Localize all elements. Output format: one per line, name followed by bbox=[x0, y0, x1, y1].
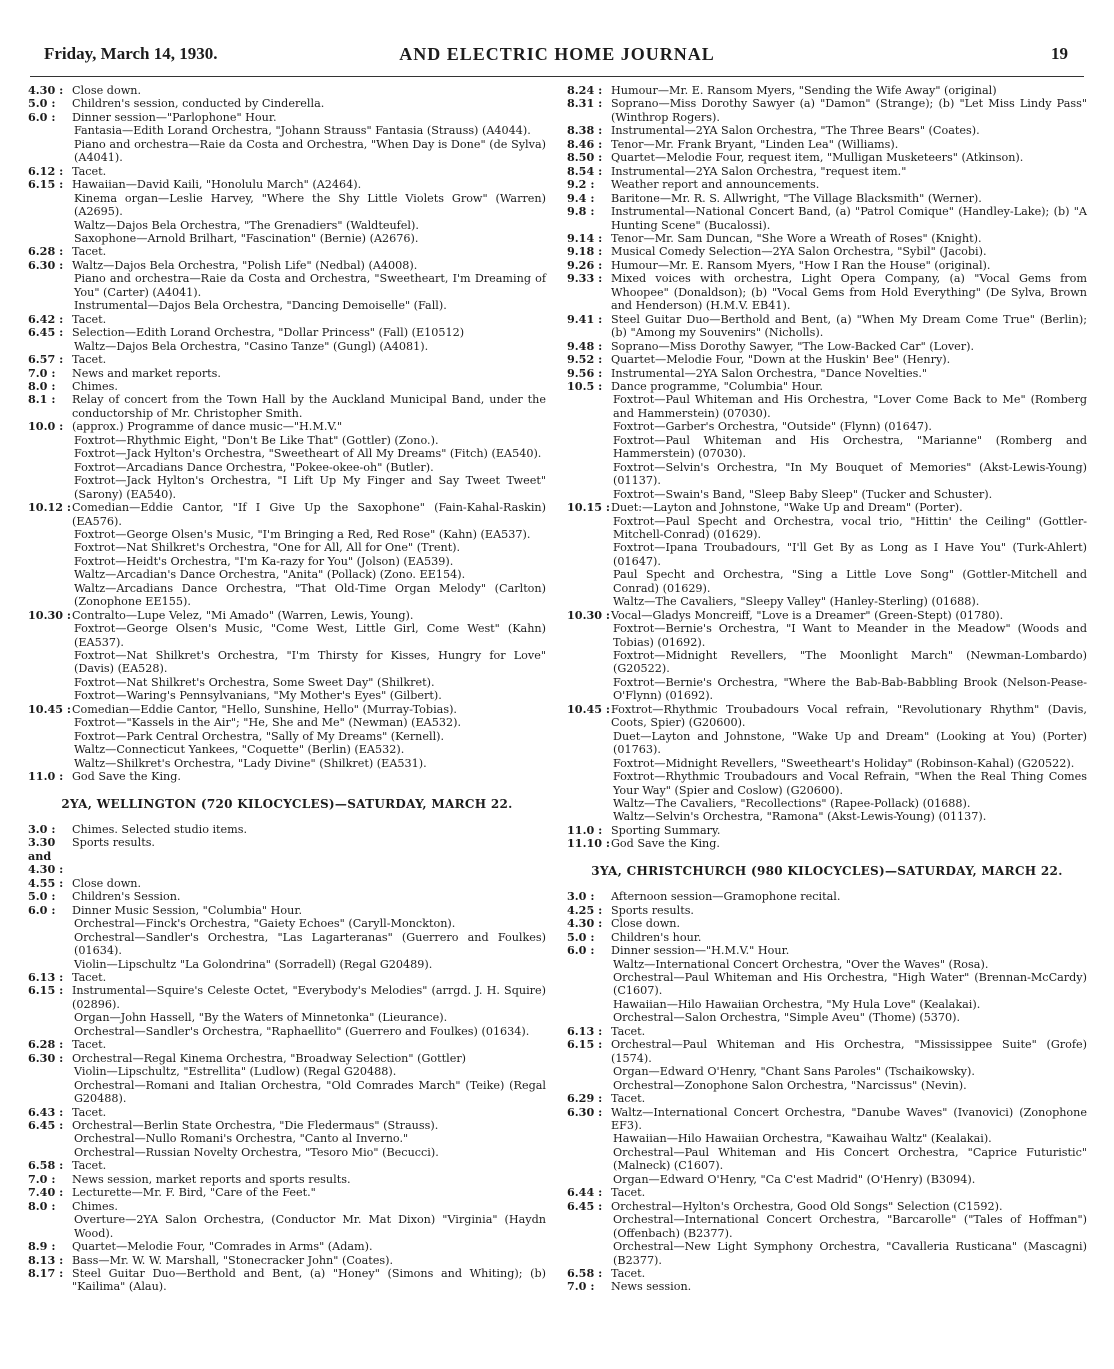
entry-time: 6.13 : bbox=[28, 970, 64, 984]
entry-text: Tacet. bbox=[611, 1024, 646, 1038]
programme-entry bbox=[28, 877, 546, 890]
programme-entry bbox=[567, 380, 1087, 393]
programme-entry bbox=[28, 1052, 546, 1065]
header-title: AND ELECTRIC HOME JOURNAL bbox=[399, 44, 715, 64]
entry-text: Orchestral—Regal Kinema Orchestra, "Broadway Selection" (Gottler) bbox=[72, 1051, 467, 1065]
entry-text: Tacet. bbox=[611, 1092, 646, 1106]
entry-text: Close down. bbox=[72, 876, 142, 890]
programme-subitem: Overture—2YA Salon Orchestra, (Conductor Mr. Mat Dixon) "Virginia" (Haydn Wood). bbox=[74, 1213, 546, 1240]
programme-entry bbox=[567, 340, 1087, 353]
entry-text: Children's session, conducted by Cinderella. bbox=[72, 97, 325, 111]
programme-subitem: Saxophone—Arnold Brilhart, "Fascination" (Bernie) (A2676). bbox=[74, 231, 419, 245]
programme-subitem: Foxtrot—"Kassels in the Air"; "He, She and Me" (Newman) (EA532). bbox=[74, 716, 461, 730]
entry-text: Sports results. bbox=[72, 836, 155, 850]
entry-text: Baritone—Mr. R. S. Allwright, "The Village Blacksmith" (Werner). bbox=[611, 191, 982, 205]
entry-time: 9.14 : bbox=[567, 230, 603, 245]
programme-subitem: Waltz—The Cavaliers, "Recollections" (Rapee-Pollack) (01688). bbox=[613, 797, 971, 811]
programme-entry bbox=[567, 178, 1087, 191]
programme-entry bbox=[567, 84, 1087, 97]
programme-entry bbox=[28, 703, 546, 716]
entry-text: Mixed voices with orchestra, Light Opera Company, (a) "Vocal Gems from Whoopee" (Donaldson); (b) "Vocal Gems from Hold Everything" (De Sylva, Brown and Henderson) (H.M.V. EB41). bbox=[611, 272, 1087, 313]
programme-entry bbox=[28, 971, 546, 984]
entry-text: Tacet. bbox=[72, 1038, 107, 1052]
entry-text: Humour—Mr. E. Ransom Myers, "How I Ran the House" (original). bbox=[611, 258, 991, 272]
entry-time: 11.0 : bbox=[28, 769, 64, 784]
programme-subitem: Foxtrot—Bernie's Orchestra, "I Want to Meander in the Meadow" (Woods and Tobias) (01692). bbox=[613, 622, 1087, 649]
right-column bbox=[567, 84, 1087, 1294]
entry-time: 6.58 : bbox=[567, 1265, 603, 1280]
entry-text: Vocal—Gladys Moncreiff, "Love is a Dreamer" (Green-Stept) (01780). bbox=[611, 608, 1004, 622]
programme-entry bbox=[28, 245, 546, 258]
programme-subitem: Foxtrot—Jack Hylton's Orchestra, "I Lift Up My Finger and Say Tweet Tweet" (Sarony) (EA540). bbox=[74, 474, 546, 501]
programme-subitem: Orchestral—Sandler's Orchestra, "Raphaellito" (Guerrero and Foulkes) (01634). bbox=[74, 1024, 530, 1038]
entry-text: News session. bbox=[611, 1280, 692, 1294]
programme-entry bbox=[567, 931, 1087, 944]
programme-entry bbox=[567, 837, 1087, 850]
programme-entry bbox=[567, 1267, 1087, 1280]
programme-subitem: Organ—John Hassell, "By the Waters of Minnetonka" (Lieurance). bbox=[74, 1011, 448, 1025]
entry-text: Orchestral—Hylton's Orchestra, Good Old Songs" Selection (C1592). bbox=[611, 1199, 1003, 1213]
entry-time: 6.45 : bbox=[28, 325, 64, 340]
entry-text: Weather report and announcements. bbox=[611, 178, 820, 192]
entry-text: Waltz—International Concert Orchestra, "Danube Waves" (Ivanovici) (Zonophone EF3). bbox=[611, 1105, 1087, 1132]
entry-text: Foxtrot—Rhythmic Troubadours Vocal refrain, "Revolutionary Rhythm" (Davis, Coots, Spier) (G20600). bbox=[611, 702, 1087, 730]
station-heading: 2YA, WELLINGTON (720 KILOCYCLES)—SATURDAY, MARCH 22. bbox=[61, 796, 513, 811]
entry-time: 8.50 : bbox=[567, 150, 603, 165]
entry-text: Close down. bbox=[611, 917, 681, 931]
entry-time: 10.30 : bbox=[28, 607, 72, 622]
entry-time: 6.15 : bbox=[28, 177, 64, 192]
programme-entry bbox=[28, 393, 546, 420]
entry-text: Tacet. bbox=[72, 245, 107, 259]
entry-text: Lecturette—Mr. F. Bird, "Care of the Feet." bbox=[72, 1186, 316, 1200]
programme-entry bbox=[567, 917, 1087, 930]
programme-subitem: Orchestral—Salon Orchestra, "Simple Aveu" (Thome) (5370). bbox=[613, 1011, 961, 1025]
programme-entry bbox=[567, 501, 1087, 514]
entry-time: 6.13 : bbox=[567, 1023, 603, 1038]
programme-entry bbox=[28, 1200, 546, 1213]
programme-entry bbox=[28, 259, 546, 272]
entry-time: 8.38 : bbox=[567, 123, 603, 138]
programme-entry bbox=[28, 111, 546, 124]
entry-text: Tenor—Mr. Frank Bryant, "Linden Lea" (Williams). bbox=[611, 137, 899, 151]
entry-text: Orchestral—Paul Whiteman and His Orchestra, "Mississippee Suite" (Grofe) (1574). bbox=[611, 1038, 1087, 1065]
entry-time: 6.28 : bbox=[28, 1037, 64, 1052]
entry-text: Hawaiian—David Kaili, "Honolulu March" (A2464). bbox=[72, 178, 362, 192]
programme-entry bbox=[567, 272, 1087, 312]
programme-entry bbox=[567, 138, 1087, 151]
entry-text: Close down. bbox=[72, 84, 142, 97]
programme-subitem: Foxtrot—Park Central Orchestra, "Sally of My Dreams" (Kernell). bbox=[74, 729, 445, 743]
programme-subitem: Foxtrot—Paul Whiteman and His Orchestra, "Marianne" (Romberg and Hammerstein) (07030). bbox=[613, 433, 1087, 461]
programme-entry bbox=[567, 232, 1087, 245]
programme-entry bbox=[567, 353, 1087, 366]
entry-time: 9.33 : bbox=[567, 271, 603, 286]
entry-time: 11.10 : bbox=[567, 836, 611, 851]
entry-text: Chimes. Selected studio items. bbox=[72, 823, 248, 837]
programme-subitem: Kinema organ—Leslie Harvey, "Where the Shy Little Violets Grow" (Warren) (A2695). bbox=[74, 191, 546, 219]
entry-time: 5.0 : bbox=[28, 96, 56, 111]
entry-time: 9.41 : bbox=[567, 311, 603, 326]
programme-subitem: Waltz—Shilkret's Orchestra, "Lady Divine" (Shilkret) (EA531). bbox=[74, 756, 427, 770]
programme-entry bbox=[28, 1106, 546, 1119]
entry-text: Tacet. bbox=[72, 312, 107, 326]
programme-entry bbox=[567, 192, 1087, 205]
programme-entry bbox=[28, 609, 546, 622]
programme-entry bbox=[28, 380, 546, 393]
entry-time: 5.0 : bbox=[28, 889, 56, 904]
entry-time: 7.0 : bbox=[28, 1171, 56, 1186]
header-date: Friday, March 14, 1930. bbox=[44, 44, 218, 63]
entry-time: 9.8 : bbox=[567, 204, 595, 219]
programme-subitem: Foxtrot—Nat Shilkret's Orchestra, "I'm Thirsty for Kisses, Hungry for Love" (Davis) (EA528). bbox=[74, 649, 546, 676]
programme-subitem: Instrumental—Dajos Bela Orchestra, "Dancing Demoiselle" (Fall). bbox=[74, 299, 447, 313]
programme-entry bbox=[28, 1038, 546, 1051]
entry-time: 9.48 : bbox=[567, 338, 603, 353]
entry-time: 10.15 : bbox=[567, 500, 611, 515]
programme-subitem: Foxtrot—George Olsen's Music, "I'm Bringing a Red, Red Rose" (Kahn) (EA537). bbox=[74, 527, 531, 541]
entry-text: Orchestral—Berlin State Orchestra, "Die Fledermaus" (Strauss). bbox=[72, 1118, 439, 1132]
programme-entry bbox=[567, 1038, 1087, 1065]
entry-text: Tenor—Mr. Sam Duncan, "She Wore a Wreath of Roses" (Knight). bbox=[611, 231, 982, 245]
entry-time: 4.25 : bbox=[567, 902, 603, 917]
programme-subitem: Violin—Lipschultz "La Golondrina" (Sorradell) (Regal G20489). bbox=[74, 957, 433, 971]
programme-entry bbox=[28, 890, 546, 903]
entry-text: Soprano—Miss Dorothy Sawyer (a) "Damon" (Strange); (b) "Let Miss Lindy Pass" (Winthrop Rogers). bbox=[611, 97, 1087, 124]
entry-text: Steel Guitar Duo—Berthold and Bent, (a) "When My Dream Come True" (Berlin); (b) "Among my Souvenirs" (Nicholls). bbox=[611, 312, 1087, 340]
programme-subitem: Foxtrot—Midnight Revellers, "Sweetheart's Holiday" (Robinson-Kahal) (G20522). bbox=[613, 756, 1075, 770]
entry-text: Chimes. bbox=[72, 379, 118, 393]
entry-text: Dinner Music Session, "Columbia" Hour. bbox=[72, 903, 302, 917]
entry-time: 5.0 : bbox=[567, 929, 595, 944]
entry-text: Duet:—Layton and Johnstone, "Wake Up and Dream" (Porter). bbox=[611, 501, 963, 515]
entry-text: (approx.) Programme of dance music—"H.M.V." bbox=[72, 420, 343, 434]
programme-subitem: Waltz—Arcadian's Dance Orchestra, "Anita" (Pollack) (Zono. EE154). bbox=[74, 568, 466, 582]
programme-subitem: Foxtrot—Swain's Band, "Sleep Baby Sleep" (Tucker and Schuster). bbox=[613, 487, 993, 501]
programme-entry bbox=[28, 1254, 546, 1267]
programme-subitem: Organ—Edward O'Henry, "Ca C'est Madrid" (O'Henry) (B3094). bbox=[613, 1172, 976, 1186]
programme-entry bbox=[567, 245, 1087, 258]
page-number: 19 bbox=[1051, 44, 1068, 63]
entry-time: 6.30 : bbox=[28, 1050, 64, 1065]
programme-entry bbox=[28, 1267, 546, 1294]
entry-time: 6.43 : bbox=[28, 1104, 64, 1119]
entry-text: Contralto—Lupe Velez, "Mi Amado" (Warren, Lewis, Young). bbox=[72, 608, 414, 622]
programme-subitem: Waltz—The Cavaliers, "Sleepy Valley" (Hanley-Sterling) (01688). bbox=[613, 595, 980, 609]
programme-subitem: Duet—Layton and Johnstone, "Wake Up and Dream" (Looking at You) (Porter) (01763). bbox=[613, 729, 1087, 757]
entry-text: Selection—Edith Lorand Orchestra, "Dollar Princess" (Fall) (E10512) bbox=[72, 326, 465, 340]
header-rule bbox=[30, 76, 1084, 77]
entry-time: 7.40 : bbox=[28, 1185, 64, 1200]
station-heading: 3YA, CHRISTCHURCH (980 KILOCYCLES)—SATURDAY, MARCH 22. bbox=[591, 863, 1063, 878]
entry-time: 6.42 : bbox=[28, 311, 64, 326]
programme-entry bbox=[567, 1200, 1087, 1213]
entry-time: 8.24 : bbox=[567, 83, 603, 97]
entry-time: 9.26 : bbox=[567, 257, 603, 272]
entry-text: Instrumental—2YA Salon Orchestra, "Dance Novelties." bbox=[611, 366, 928, 380]
entry-text: Children's Session. bbox=[72, 890, 181, 904]
programme-entry bbox=[567, 205, 1087, 232]
entry-text: Waltz—Dajos Bela Orchestra, "Polish Life" (Nedbal) (A4008). bbox=[72, 258, 418, 272]
entry-time: 8.0 : bbox=[28, 378, 56, 393]
entry-text: Tacet. bbox=[611, 1266, 646, 1280]
programme-subitem: Orchestral—Sandler's Orchestra, "Las Lagarteranas" (Guerrero and Foulkes) (01634). bbox=[74, 930, 546, 958]
programme-entry bbox=[567, 313, 1087, 340]
entry-time: 6.15 : bbox=[567, 1037, 603, 1052]
entry-text: News session, market reports and sports results. bbox=[72, 1172, 351, 1186]
entry-text: Quartet—Melodie Four, "Down at the Huskin' Bee" (Henry). bbox=[611, 353, 951, 367]
programme-subitem: Foxtrot—Bernie's Orchestra, "Where the Bab-Bab-Babbling Brook (Nelson-Pease-O'Flynn) (01692). bbox=[613, 675, 1087, 703]
entry-text: Bass—Mr. W. W. Marshall, "Stonecracker John" (Coates). bbox=[72, 1253, 394, 1267]
entry-time: 3.0 : bbox=[28, 822, 56, 837]
entry-time: 7.0 : bbox=[567, 1279, 595, 1294]
programme-subitem: Foxtrot—Garber's Orchestra, "Outside" (Flynn) (01647). bbox=[613, 420, 932, 434]
entry-time: 7.0 : bbox=[28, 365, 56, 380]
entry-text: Relay of concert from the Town Hall by the Auckland Municipal Band, under the conductorship of Mr. Christopher Smith. bbox=[72, 393, 546, 420]
left-column bbox=[28, 84, 546, 1294]
entry-time: 8.54 : bbox=[567, 163, 603, 178]
entry-time: 9.4 : bbox=[567, 190, 595, 205]
entry-text: Steel Guitar Duo—Berthold and Bent, (a) "Honey" (Simons and Whiting); (b) "Kailima" (Alau). bbox=[72, 1266, 546, 1294]
entry-time: 4.30 : bbox=[567, 916, 603, 931]
entry-text: Children's hour. bbox=[611, 930, 702, 944]
programme-entry bbox=[28, 1186, 546, 1199]
programme-entry bbox=[567, 609, 1087, 622]
programme-entry bbox=[28, 984, 546, 1011]
programme-subitem: Foxtrot—Paul Specht and Orchestra, vocal trio, "Hittin' the Ceiling" (Gottler-Mitchell-Conrad) (01629). bbox=[613, 514, 1087, 541]
programme-subitem: Piano and orchestra—Raie da Costa and Orchestra, "Sweetheart, I'm Dreaming of You" (Carter) (A4041). bbox=[74, 272, 546, 299]
programme-subitem: Orchestral—International Concert Orchestra, "Barcarolle" ("Tales of Hoffman") (Offenbach) (B2377). bbox=[613, 1213, 1087, 1240]
entry-time: 6.58 : bbox=[28, 1158, 64, 1173]
entry-text: Dinner session—"Parlophone" Hour. bbox=[72, 110, 277, 124]
programme-entry bbox=[28, 420, 546, 433]
entry-time: 6.45 : bbox=[567, 1198, 603, 1213]
programme-entry bbox=[28, 178, 546, 191]
programme-subitem: Waltz—Dajos Bela Orchestra, "The Grenadiers" (Waldteufel). bbox=[74, 218, 419, 232]
entry-time: 6.45 : bbox=[28, 1117, 64, 1132]
programme-subitem: Foxtrot—Heidt's Orchestra, "I'm Ka-razy for You" (Jolson) (EA539). bbox=[74, 554, 454, 568]
programme-entry bbox=[28, 165, 546, 178]
entry-text: Musical Comedy Selection—2YA Salon Orchestra, "Sybil" (Jacobi). bbox=[611, 245, 987, 259]
entry-text: Instrumental—National Concert Band, (a) "Patrol Comique" (Handley-Lake); (b) "A Hunting Scene" (Bucalossi). bbox=[611, 205, 1087, 232]
programme-subitem: Violin—Lipschultz, "Estrellita" (Ludlow) (Regal G20488). bbox=[74, 1065, 397, 1079]
entry-time: 6.30 : bbox=[28, 257, 64, 272]
programme-subitem: Foxtrot—Jack Hylton's Orchestra, "Sweetheart of All My Dreams" (Fitch) (EA540). bbox=[74, 447, 542, 461]
programme-subitem: Orchestral—Paul Whiteman and His Concert Orchestra, "Caprice Futuristic" (Malneck) (C1607). bbox=[613, 1145, 1087, 1173]
entry-text: News and market reports. bbox=[72, 366, 221, 380]
programme-subitem: Orchestral—Zonophone Salon Orchestra, "Narcissus" (Nevin). bbox=[613, 1078, 967, 1092]
entry-time: 10.0 : bbox=[28, 419, 64, 434]
entry-time: 6.29 : bbox=[567, 1091, 603, 1106]
entry-time: 10.45 : bbox=[28, 701, 72, 716]
entry-text: Tacet. bbox=[72, 971, 107, 984]
programme-entry bbox=[567, 367, 1087, 380]
entry-time: 9.56 : bbox=[567, 365, 603, 380]
entry-time: 6.15 : bbox=[28, 983, 64, 998]
programme-entry bbox=[567, 259, 1087, 272]
programme-subitem: Waltz—Connecticut Yankees, "Coquette" (Berlin) (EA532). bbox=[74, 743, 405, 757]
programme-subitem: Orchestral—New Light Symphony Orchestra, "Cavalleria Rusticana" (Mascagni) (B2377). bbox=[613, 1240, 1087, 1267]
entry-text: Quartet—Melodie Four, request item, "Mulligan Musketeers" (Atkinson). bbox=[611, 151, 1024, 165]
entry-text: Humour—Mr. E. Ransom Myers, "Sending the Wife Away" (original) bbox=[611, 84, 997, 97]
programme-subitem: Foxtrot—Nat Shilkret's Orchestra, "One for All, All for One" (Trent). bbox=[74, 541, 461, 555]
entry-text: Sporting Summary. bbox=[611, 823, 721, 837]
programme-entry bbox=[28, 770, 546, 783]
entry-text: Comedian—Eddie Cantor, "Hello, Sunshine, Hello" (Murray-Tobias). bbox=[72, 702, 457, 716]
entry-time: 8.46 : bbox=[567, 136, 603, 151]
programme-subitem: Hawaiian—Hilo Hawaiian Orchestra, "Kawaihau Waltz" (Kealakai). bbox=[613, 1132, 992, 1146]
entry-time: 6.30 : bbox=[567, 1104, 603, 1119]
entry-text: God Save the King. bbox=[72, 770, 181, 784]
entry-time: 8.0 : bbox=[28, 1198, 56, 1213]
programme-subitem: Waltz—Arcadians Dance Orchestra, "That Old-Time Organ Melody" (Carlton) (Zonophone EE155). bbox=[74, 581, 546, 609]
programme-entry bbox=[28, 97, 546, 110]
entry-text: Instrumental—2YA Salon Orchestra, "request item." bbox=[611, 164, 907, 178]
programme-subitem: Foxtrot—Rhythmic Troubadours and Vocal Refrain, "When the Real Thing Comes Your Way" (Spier and Coslow) (G20600). bbox=[613, 770, 1087, 797]
programme-entry bbox=[28, 1119, 546, 1132]
programme-entry bbox=[567, 1280, 1087, 1293]
entry-time: 6.28 : bbox=[28, 244, 64, 259]
programme-entry bbox=[28, 353, 546, 366]
programme-subitem: Organ—Edward O'Henry, "Chant Sans Paroles" (Tschaikowsky). bbox=[613, 1065, 975, 1079]
programme-subitem: Orchestral—Russian Novelty Orchestra, "Tesoro Mio" (Becucci). bbox=[74, 1145, 439, 1159]
programme-entry bbox=[567, 703, 1087, 730]
entry-time: 6.0 : bbox=[567, 943, 595, 958]
programme-entry bbox=[567, 944, 1087, 957]
programme-subitem: Orchestral—Romani and Italian Orchestra, "Old Comrades March" (Teike) (Regal G20488). bbox=[74, 1078, 546, 1106]
entry-time: 6.57 : bbox=[28, 352, 64, 367]
programme-subitem: Foxtrot—Midnight Revellers, "The Moonlight March" (Newman-Lombardo) (G20522). bbox=[613, 649, 1087, 676]
programme-entry bbox=[567, 165, 1087, 178]
programme-subitem: Hawaiian—Hilo Hawaiian Orchestra, "My Hula Love" (Kealakai). bbox=[613, 997, 981, 1011]
entry-text: Tacet. bbox=[72, 1159, 107, 1173]
entry-time: 8.17 : bbox=[28, 1265, 64, 1280]
entry-time: 4.55 : bbox=[28, 875, 64, 890]
entry-time: 10.12 : bbox=[28, 500, 72, 515]
programme-subitem: Foxtrot—Ipana Troubadours, "I'll Get By as Long as I Have You" (Turk-Ahlert) (01647). bbox=[613, 541, 1087, 568]
programme-entry bbox=[28, 1173, 546, 1186]
programme-entry bbox=[28, 84, 546, 97]
programme-subitem: Foxtrot—Selvin's Orchestra, "In My Bouquet of Memories" (Akst-Lewis-Young) (01137). bbox=[613, 460, 1087, 488]
programme-entry bbox=[567, 1092, 1087, 1105]
programme-entry bbox=[28, 313, 546, 326]
entry-time: 3.0 : bbox=[567, 889, 595, 904]
entry-time: 3.30 and 4.30 : bbox=[28, 835, 64, 877]
entry-time: 6.0 : bbox=[28, 902, 56, 917]
programme-entry bbox=[567, 151, 1087, 164]
programme-subitem: Piano and orchestra—Raie da Costa and Orchestra, "When Day is Done" (de Sylva) (A4041). bbox=[74, 137, 546, 165]
entry-time: 4.30 : bbox=[28, 83, 64, 97]
entry-time: 6.12 : bbox=[28, 163, 64, 178]
programme-subitem: Waltz—Selvin's Orchestra, "Ramona" (Akst-Lewis-Young) (01137). bbox=[613, 810, 987, 824]
entry-text: Comedian—Eddie Cantor, "If I Give Up the Saxophone" (Fain-Kahal-Raskin) (EA576). bbox=[72, 501, 546, 528]
entry-text: God Save the King. bbox=[611, 837, 720, 851]
programme-entry bbox=[567, 124, 1087, 137]
entry-text: Instrumental—2YA Salon Orchestra, "The Three Bears" (Coates). bbox=[611, 124, 980, 138]
entry-text: Quartet—Melodie Four, "Comrades in Arms" (Adam). bbox=[72, 1240, 373, 1254]
programme-subitem: Waltz—Dajos Bela Orchestra, "Casino Tanze" (Gungl) (A4081). bbox=[74, 339, 429, 353]
programme-entry bbox=[28, 326, 546, 339]
programme-subitem: Orchestral—Finck's Orchestra, "Gaiety Echoes" (Caryll-Monckton). bbox=[74, 917, 456, 931]
entry-text: Chimes. bbox=[72, 1199, 118, 1213]
entry-time: 11.0 : bbox=[567, 822, 603, 837]
programme-entry bbox=[567, 824, 1087, 837]
entry-text: Soprano—Miss Dorothy Sawyer, "The Low-Backed Car" (Lover). bbox=[611, 339, 975, 353]
entry-time: 10.45 : bbox=[567, 701, 611, 716]
programme-subitem: Foxtrot—Nat Shilkret's Orchestra, Some Sweet Day" (Shilkret). bbox=[74, 675, 435, 689]
entry-text: Instrumental—Squire's Celeste Octet, "Everybody's Melodies" (arrgd. J. H. Squire) (02896). bbox=[72, 984, 546, 1011]
entry-time: 8.31 : bbox=[567, 96, 603, 111]
entry-time: 6.44 : bbox=[567, 1185, 603, 1200]
entry-text: Tacet. bbox=[72, 1105, 107, 1119]
programme-entry bbox=[567, 1186, 1087, 1199]
programme-entry bbox=[28, 1240, 546, 1253]
programme-entry bbox=[28, 836, 546, 876]
programme-entry bbox=[28, 367, 546, 380]
entry-time: 10.30 : bbox=[567, 607, 611, 622]
page-header bbox=[0, 44, 1114, 72]
programme-entry bbox=[28, 501, 546, 528]
programme-entry bbox=[28, 1159, 546, 1172]
programme-subitem: Fantasia—Edith Lorand Orchestra, "Johann Strauss" Fantasia (Strauss) (A4044). bbox=[74, 124, 531, 138]
programme-subitem: Foxtrot—Waring's Pennsylvanians, "My Mother's Eyes" (Gilbert). bbox=[74, 689, 442, 703]
entry-text: Tacet. bbox=[72, 353, 107, 367]
programme-subitem: Foxtrot—Rhythmic Eight, "Don't Be Like That" (Gottler) (Zono.). bbox=[74, 433, 439, 447]
programme-subitem: Orchestral—Paul Whiteman and His Orchestra, "High Water" (Brennan-McCardy) (C1607). bbox=[613, 971, 1087, 998]
entry-time: 8.1 : bbox=[28, 392, 56, 407]
entry-text: Dance programme, "Columbia" Hour. bbox=[611, 379, 823, 393]
programme-entry bbox=[28, 823, 546, 836]
entry-text: Dinner session—"H.M.V." Hour. bbox=[611, 944, 790, 958]
entry-time: 6.0 : bbox=[28, 109, 56, 124]
entry-time: 8.13 : bbox=[28, 1252, 64, 1267]
programme-subitem: Orchestral—Nullo Romani's Orchestra, "Canto al Inverno." bbox=[74, 1132, 409, 1146]
programme-subitem: Foxtrot—Arcadians Dance Orchestra, "Pokee-okee-oh" (Butler). bbox=[74, 460, 434, 474]
programme-subitem: Foxtrot—George Olsen's Music, "Come West, Little Girl, Come West" (Kahn) (EA537). bbox=[74, 622, 546, 649]
entry-text: Afternoon session—Gramophone recital. bbox=[611, 890, 841, 904]
programme-entry bbox=[567, 904, 1087, 917]
programme-subitem: Waltz—International Concert Orchestra, "Over the Waves" (Rosa). bbox=[613, 957, 989, 971]
entry-time: 10.5 : bbox=[567, 378, 603, 393]
programme-entry bbox=[567, 1025, 1087, 1038]
entry-time: 9.52 : bbox=[567, 352, 603, 367]
entry-text: Sports results. bbox=[611, 903, 694, 917]
entry-text: Tacet. bbox=[611, 1186, 646, 1200]
programme-entry bbox=[28, 904, 546, 917]
programme-entry bbox=[567, 1106, 1087, 1133]
programme-subitem: Paul Specht and Orchestra, "Sing a Little Love Song" (Gottler-Mitchell and Conrad) (01629). bbox=[613, 568, 1087, 595]
entry-time: 8.9 : bbox=[28, 1239, 56, 1254]
entry-text: Tacet. bbox=[72, 164, 107, 178]
entry-time: 9.2 : bbox=[567, 177, 595, 192]
entry-time: 9.18 : bbox=[567, 244, 603, 259]
programme-subitem: Foxtrot—Paul Whiteman and His Orchestra, "Lover Come Back to Me" (Romberg and Hammerstein) (07030). bbox=[613, 393, 1087, 420]
programme-entry bbox=[567, 97, 1087, 124]
programme-entry bbox=[567, 890, 1087, 903]
